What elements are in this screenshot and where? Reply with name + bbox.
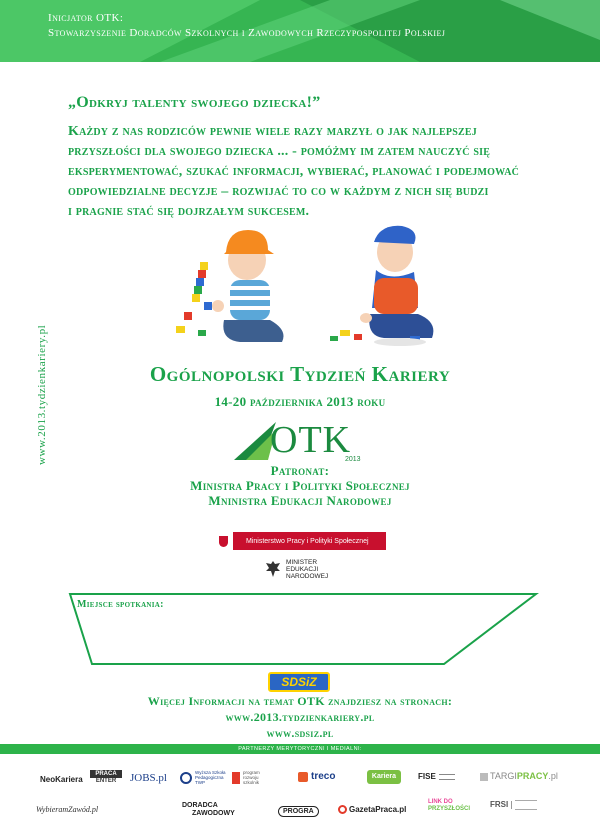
logo-program-text: program rozwoju szkolnik (243, 770, 260, 785)
header-text (48, 11, 445, 41)
fise-lines-icon (439, 774, 455, 780)
header-initiator: Inicjator OTK: (48, 12, 124, 24)
header-association: Stowarzyszenie Doradców Szkolnych i Zawodowych Rzeczypospolitej Polskiej (48, 27, 446, 39)
children-photo (170, 222, 450, 352)
intro-line: eksperymentować, szukać informacji, wybierać, planować i podejmować (68, 164, 520, 179)
logo-wsp[interactable] (180, 770, 228, 785)
logo-neokariera[interactable]: NeoKariera (40, 775, 83, 784)
logo-doradca-line1: DORADCA (182, 802, 218, 809)
logo-link-do-przyszlosci[interactable] (428, 799, 470, 813)
patronage-ministry-labour: Ministra Pracy i Polityki Społecznej (190, 478, 410, 493)
eagle-icon (264, 559, 282, 579)
link-tydzienkariery[interactable]: www.2013.tydzienkariery.pl (225, 710, 375, 724)
patronage (0, 463, 600, 508)
ministry-labour-logo (214, 532, 386, 550)
logo-link-line1: LINK DO (428, 799, 453, 805)
logo-progra[interactable]: PROGRA (278, 806, 319, 817)
patronage-ministry-education: Mninistra Edukacji Narodowej (208, 493, 392, 508)
meeting-place-label: Miejsce spotkania: (77, 599, 164, 610)
targipracy-icon (480, 773, 488, 781)
logo-fise[interactable] (418, 773, 455, 781)
ministry-labour-name: Ministerstwo Pracy i Polityki Społecznej (246, 537, 369, 545)
more-info-text: Więcej Informacji na temat OTK znajdziesz na stronach: (147, 694, 453, 708)
logo-jobs[interactable]: JOBS.pl (130, 772, 167, 784)
event-title: Ogólnopolski Tydzień Kariery (149, 362, 451, 386)
intro-line: odpowiedzialne decyzje – rozwijać to co w każdym z nich się budzi (68, 184, 489, 199)
logo-fise-text: FISE (418, 772, 436, 781)
partners-bar (0, 744, 600, 754)
gazetapraca-icon (338, 805, 347, 814)
otk-logo-text: OTK (270, 419, 352, 461)
logo-targipracy-b: PRACY (516, 771, 549, 781)
logo-targipracy[interactable] (480, 772, 558, 781)
patronage-label: Patronat: (270, 463, 330, 478)
wsp-emblem-icon (180, 772, 192, 784)
logo-frsi[interactable] (490, 800, 537, 810)
vertical-url-text[interactable]: www.2013.tydzienkariery.pl (36, 324, 48, 465)
partner-logos (0, 762, 600, 837)
treco-icon (298, 772, 308, 782)
sdsiz-logo: SDSiZ (268, 672, 330, 692)
intro-line: przyszłości dla swojego dziecka ... - pomóżmy im zatem nauczyć się (68, 144, 491, 159)
logo-treco[interactable] (298, 772, 335, 782)
logo-program[interactable] (232, 770, 272, 785)
slogan: „Odkryj talenty swojego dziecka!” (68, 94, 321, 111)
logo-pracaenter-bottom: ENTER (95, 778, 117, 784)
program-bar-icon (232, 772, 240, 784)
logo-wsp-text: Wyższa Szkoła Pedagogiczna TWP (195, 770, 226, 785)
ministry-education-logo (264, 557, 344, 581)
otk-logo-year: 2013 (345, 456, 361, 463)
logo-frsi-text: FRSI (490, 801, 512, 809)
polish-eagle-icon (214, 532, 234, 550)
header-banner (0, 0, 600, 62)
frsi-lines-icon (515, 800, 537, 810)
logo-pracaenter[interactable] (90, 770, 122, 784)
logo-targipracy-a: TARGI (490, 771, 517, 781)
logo-wybieramzawod[interactable]: WybieramZawód.pl (36, 805, 99, 814)
event-dates: 14-20 października 2013 roku (214, 394, 386, 409)
intro-line: Każdy z nas rodziców pewnie wiele razy marzył o jak najlepszej (68, 124, 477, 139)
logo-pracaenter-top: PRACA (90, 770, 122, 778)
logo-targipracy-c: .pl (548, 771, 558, 781)
logo-kariera[interactable]: Kariera (367, 770, 401, 784)
logo-gazetapraca-text: GazetaPraca.pl (349, 804, 407, 814)
more-info (0, 693, 600, 741)
logo-link-line2: PRZYSZŁOŚCI (428, 806, 471, 812)
logo-doradca-zawodowy[interactable] (182, 802, 235, 818)
child-with-helmet (176, 230, 284, 342)
link-sdsiz[interactable]: www.sdsiz.pl (266, 726, 334, 740)
logo-gazetapraca[interactable] (338, 805, 406, 814)
child-with-beret (330, 226, 433, 346)
logo-doradca-line2: ZAWODOWY (192, 810, 235, 817)
logo-treco-text: treco (311, 771, 336, 782)
intro-paragraph (68, 122, 568, 222)
partners-heading: PARTNERZY MERYTORYCZNI I MEDIALNI: (238, 746, 362, 752)
ministry-education-text: MINISTER EDUKACJI NARODOWEJ (286, 558, 329, 580)
otk-logo (232, 418, 362, 466)
intro-line: i pragnie stać się dojrzałym sukcesem. (68, 204, 310, 219)
